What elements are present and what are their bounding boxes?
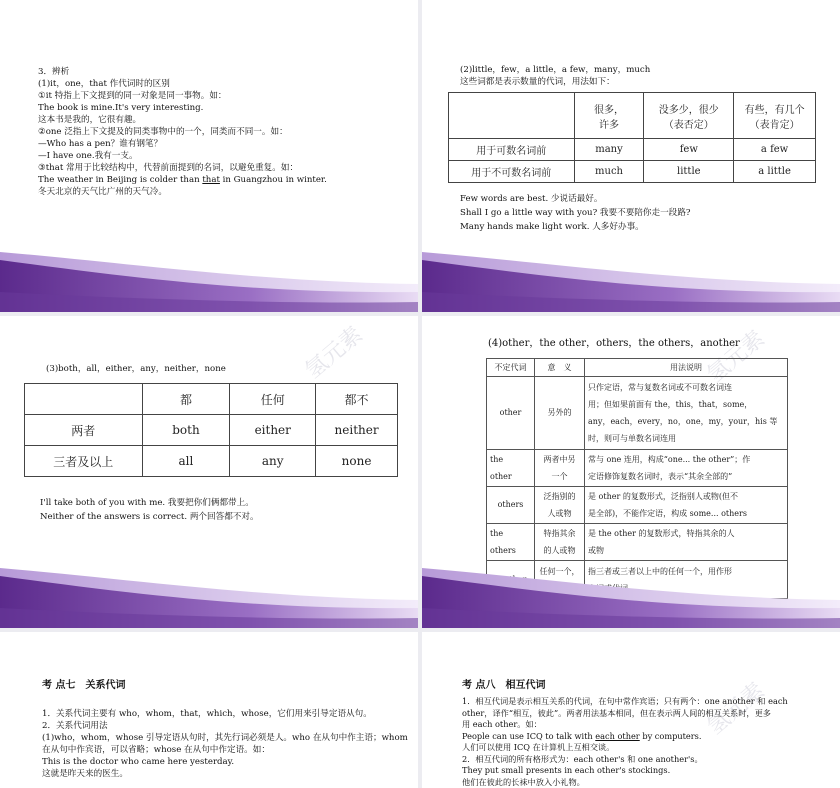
table-cell: 用于不可数名词前 (449, 161, 575, 183)
cell-line: 的人或物 (543, 546, 576, 555)
cell-line: （表否定） (663, 119, 714, 131)
table-cell (487, 524, 535, 561)
text-line: 1．关系代词主要有 who，whom，that，which，whose，它们用来引导定语从句。 (42, 709, 372, 719)
table-cell (585, 450, 788, 487)
table-cell: both (142, 415, 230, 446)
underlined-word: each other (595, 730, 640, 741)
table-header-row (487, 359, 788, 377)
cell-line: 两者中另 (543, 455, 576, 464)
table-header-row (449, 93, 816, 139)
table-cell: 不定代词 (487, 359, 535, 377)
text-line: (2)little，few，a little，a few，many，much (460, 65, 651, 75)
table-cell: neither (316, 415, 398, 446)
text-line (38, 174, 327, 186)
table-cell (487, 377, 535, 450)
table-cell: any (230, 446, 316, 477)
table-cell (585, 487, 788, 524)
cell-line: 一个 (551, 472, 568, 481)
table-cell (449, 93, 575, 139)
cell-line: 是 other 的复数形式，泛指别人或物(但不 (588, 492, 738, 501)
text-line: —Who has a pen？谁有钢笔？ (38, 139, 163, 149)
table-row (487, 487, 788, 524)
cell-line: 任何一个， (539, 566, 580, 576)
slide1-text (38, 66, 327, 198)
slide4-title: (4)other，the other，others，the others，another (488, 338, 740, 349)
text-line: ①it 特指上下文提到的同一对象是同一事物。如： (38, 91, 227, 101)
table-cell (25, 384, 143, 415)
cell-line: 或物 (588, 546, 604, 555)
table-cell (574, 93, 644, 139)
table-cell: 任何 (230, 384, 316, 415)
text-line: The book is mine.It's very interesting. (38, 103, 204, 113)
section-heading: 考 点七 关系代词 (42, 680, 126, 691)
slide2-examples (460, 192, 690, 234)
text-line: other，译作“相互，彼此”。两者用法基本相同，但在表示两人间的相互关系时，更多 (462, 707, 771, 718)
table-cell: little (644, 161, 734, 183)
text-line: 这就是昨天来的医生。 (42, 769, 128, 779)
table-cell: none (316, 446, 398, 477)
quantity-table (448, 92, 816, 183)
table-cell (535, 377, 585, 450)
slide2-intro (460, 64, 650, 88)
table-cell: a few (734, 139, 816, 161)
text-segment: by computers. (639, 730, 702, 741)
cell-line: any，each，every，no，one，my，your，his 等 (588, 417, 778, 426)
cell-line: the (490, 529, 504, 538)
slide-4[interactable] (422, 316, 840, 628)
indefinite-pronoun-table (486, 358, 788, 599)
table-cell: 两者 (25, 415, 143, 446)
slide3-examples (40, 496, 259, 524)
cell-line: 特指其余 (543, 529, 576, 538)
text-line: 用 each other。如： (462, 719, 542, 729)
text-line: 冬天北京的天气比广州的天气冷。 (38, 187, 167, 197)
text-line: 1．相互代词是表示相互关系的代词，在句中常作宾语；只有两个：one another 和 each (462, 696, 788, 706)
table-cell (535, 524, 585, 561)
cell-line: 只作定语，常与复数名词或不可数名词连 (588, 383, 732, 392)
text-line: They put small presents in each other's stockings. (462, 765, 671, 775)
slide-5[interactable] (0, 632, 418, 788)
cell-line: other (490, 472, 512, 481)
text-line: 这本书是我的，它很有趣。 (38, 115, 142, 125)
table-header-row (25, 384, 398, 415)
text-line: I'll take both of you with me. 我要把你们俩都带上。 (40, 498, 254, 508)
table-row (487, 450, 788, 487)
table-cell (535, 487, 585, 524)
cell-line: 常与 one 连用，构成“one... the other”；作 (588, 455, 751, 464)
cell-line: 指三者或三者以上中的任何一个，用作形 (588, 566, 732, 576)
text-line: 3．辨析 (38, 67, 70, 77)
cell-line: 是 the other 的复数形式，特指其余的人 (588, 529, 735, 538)
table-cell (535, 450, 585, 487)
text-line: (1)it，one，that 作代词时的区别 (38, 79, 170, 89)
table-row (449, 161, 816, 183)
table-cell: many (574, 139, 644, 161)
text-line: ②one 泛指上下文提及的同类事物中的一个，同类而不同一。如： (38, 127, 288, 137)
slide6-text (462, 696, 788, 788)
cell-line: 另外的 (547, 408, 572, 417)
text-line: Shall I go a little way with you? 我要不要陪你走一段路? (460, 208, 691, 218)
cell-line: 人或物 (547, 509, 572, 518)
table-cell: either (230, 415, 316, 446)
cell-line: others (490, 546, 516, 555)
table-cell: a little (734, 161, 816, 183)
cell-line: others (497, 500, 524, 509)
table-cell: few (644, 139, 734, 161)
purple-wave-decoration (422, 252, 840, 312)
text-line: ③that 常用于比较结构中，代替前面提到的名词，以避免重复。如： (38, 163, 299, 173)
cell-line: 许多 (599, 119, 619, 131)
cell-line: 有些，有几个 (744, 104, 805, 116)
slide5-text (42, 708, 408, 780)
cell-line: the (490, 455, 504, 464)
underlined-word: that (202, 175, 220, 185)
slide3-intro: (3)both，all，either，any，neither，none (46, 364, 226, 374)
table-cell: 都不 (316, 384, 398, 415)
slide-6[interactable] (422, 632, 840, 788)
cell-line: 用；但如果前面有 the，this，that，some， (588, 400, 753, 409)
slide-2[interactable] (422, 0, 840, 312)
text-line: 他们在彼此的长袜中放入小礼物。 (462, 776, 585, 787)
purple-wave-decoration (0, 252, 418, 312)
table-cell (585, 377, 788, 450)
text-line: 2．关系代词用法 (42, 721, 108, 731)
table-cell (487, 487, 535, 524)
cell-line: other (499, 408, 522, 417)
table-row (25, 446, 398, 477)
text-segment: The weather in Beijing is colder than (38, 175, 200, 185)
table-cell: 三者及以上 (25, 446, 143, 477)
table-cell: 用法说明 (585, 359, 788, 377)
watermark-text: 氢元素 (702, 678, 770, 740)
cell-line: （表肯定） (749, 119, 800, 131)
purple-wave-decoration (422, 568, 840, 628)
text-line: This is the doctor who came here yesterday. (42, 757, 235, 767)
table-cell: all (142, 446, 230, 477)
table-row (487, 377, 788, 450)
table-row (25, 415, 398, 446)
text-line: 在从句中作宾语，可以省略；whose 在从句中作定语。如： (42, 745, 270, 755)
cell-line: 没多少，很少 (658, 104, 719, 116)
cell-line: 时，则可与单数名词连用 (588, 434, 676, 443)
table-cell: 意 义 (535, 359, 585, 377)
purple-wave-decoration (0, 568, 418, 628)
table-row (487, 524, 788, 561)
table-cell: 都 (142, 384, 230, 415)
text-line: Few words are best. 少说话最好。 (460, 194, 603, 204)
text-line: Many hands make light work. 人多好办事。 (460, 222, 644, 232)
slide-1[interactable] (0, 0, 418, 312)
text-segment: People can use ICQ to talk with (462, 730, 593, 741)
cell-line: 很多， (594, 104, 624, 116)
table-cell (734, 93, 816, 139)
table-cell (487, 450, 535, 487)
table-cell (644, 93, 734, 139)
table-cell: much (574, 161, 644, 183)
slide-3[interactable] (0, 316, 418, 628)
cell-line: 泛指别的 (543, 492, 576, 501)
table-row (449, 139, 816, 161)
text-line: (1)who，whom，whose 引导定语从句时，其先行词必须是人。who 在从句中作主语；whom (42, 733, 408, 743)
cell-line: 定语修饰复数名词时，表示“其余全部的” (588, 472, 733, 481)
text-line: 人们可以使用 ICQ 在计算机上互相交谈。 (462, 742, 615, 752)
table-cell: 用于可数名词前 (449, 139, 575, 161)
text-line: 2．相互代词的所有格形式为：each other's 和 one another's。 (462, 753, 703, 764)
table-cell (585, 524, 788, 561)
text-line: Neither of the answers is correct. 两个回答都不对。 (40, 512, 259, 522)
watermark-text: 氢元素 (702, 326, 770, 388)
watermark-text: 氢元素 (300, 322, 368, 384)
text-line: 这些词都是表示数量的代词，用法如下： (460, 77, 615, 87)
text-segment: in Guangzhou in winter. (219, 175, 327, 185)
scope-table (24, 383, 398, 477)
section-heading: 考 点八 相互代词 (462, 680, 546, 691)
cell-line: 是全部)，不能作定语，构成 some... others (588, 509, 747, 518)
text-line (462, 731, 788, 743)
text-line: —I have one.我有一支。 (38, 151, 138, 161)
